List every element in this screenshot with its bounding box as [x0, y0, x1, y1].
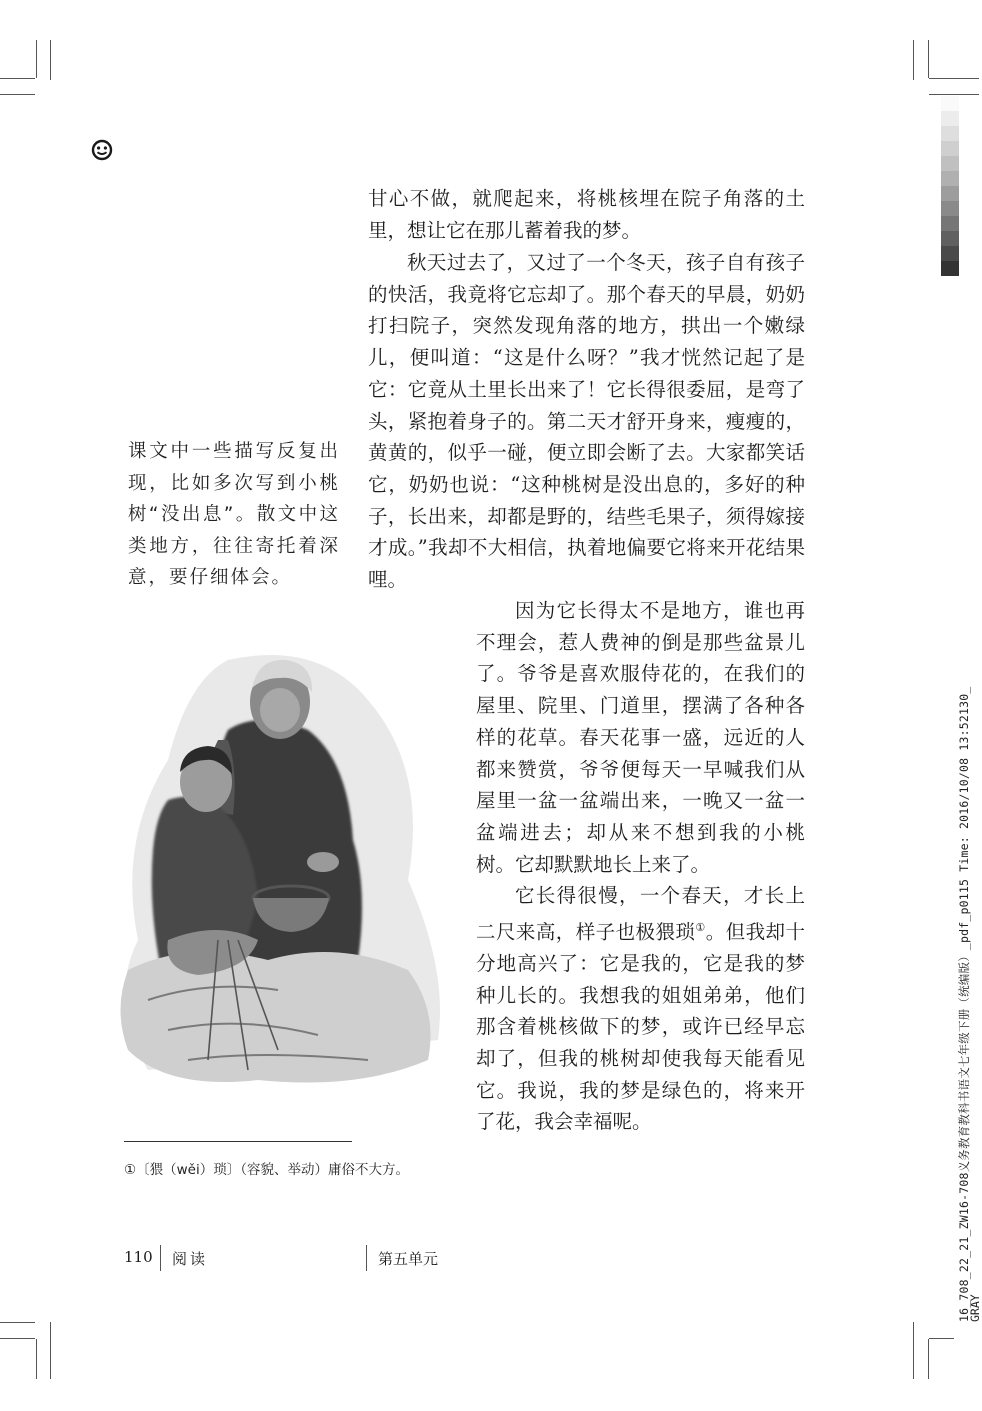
page-number: 110 — [124, 1248, 153, 1266]
footer-divider — [366, 1245, 367, 1271]
paragraph-1: 甘心不做，就爬起来，将桃核埋在院子角落的土里，想让它在那儿蓄着我的梦。 — [368, 187, 805, 242]
illustration-grandmother-and-boy — [108, 640, 454, 1102]
grayscale-bar — [941, 96, 959, 276]
unit-name: 第五单元 — [378, 1250, 439, 1268]
crop-mark — [928, 40, 929, 78]
crop-mark — [0, 1322, 35, 1323]
crop-mark — [50, 1322, 51, 1379]
side-note: 课文中一些描写反复出现，比如多次写到小桃树“没出息”。散文中这类地方，往往寄托着深意，要仔细体会。 — [128, 441, 340, 588]
section-name: 阅读 — [172, 1250, 209, 1268]
paragraph-4-start: 它长得很慢，一个春天，才长上二尺来高，样子也极猥琐 — [476, 884, 805, 944]
crop-mark — [50, 40, 51, 80]
print-info: 16_708_22_21_ZW16-708义务教育教科书语文七年级下册（统编版）_pdf_p0115 Time: 2016/10/08 13:52130_ — [957, 686, 971, 1322]
crop-mark — [913, 1322, 914, 1379]
footnote: ①〔猥（wěi）琐〕（容貌、举动）庸俗不大方。 — [124, 1162, 409, 1178]
paragraph-4 — [476, 880, 805, 1138]
crop-mark — [929, 94, 979, 95]
footnote-marker: ① — [695, 920, 706, 934]
crop-mark — [36, 40, 37, 78]
paragraph-2: 秋天过去了，又过了一个冬天，孩子自有孩子的快活，我竟将它忘却了。那个春天的早晨，奶奶打扫院子，突然发现角落的地方，拱出一个嫩绿儿，便叫道：“这是什么呀？”我才恍然记起了是它：它竟从土里长出来了！它长得很委屈，是弯了头，紧抱着身子的。第二天才舒开身来，瘦瘦的，黄黄的，似乎一碰，便立即会断了去。大家都笑话它，奶奶也说：“这种桃树是没出息的，多好的种子，长出来，却都是野的，结些毛果子，须得嫁接才成。”我却不大相信，执着地偏要它将来开花结果哩。 — [368, 251, 805, 592]
crop-mark — [913, 40, 914, 80]
footnote-rule — [124, 1141, 352, 1142]
crop-mark — [0, 78, 35, 79]
crop-mark — [0, 1338, 35, 1339]
gray-label: GRAY — [968, 1294, 982, 1322]
crop-mark — [928, 1339, 929, 1379]
crop-mark — [36, 1339, 37, 1379]
crop-mark — [929, 78, 979, 79]
paragraph-4-end: 。但我却十分地高兴了：它是我的，它是我的梦种儿长的。我想我的姐姐弟弟，他们那含着桃核做下的梦，或许已经早忘却了，但我的桃树却使我每天能看见它。我说，我的梦是绿色的，将来开了花，我会幸福呢。 — [476, 920, 805, 1134]
crop-mark — [0, 94, 35, 95]
paragraph-3: 因为它长得太不是地方，谁也再不理会，惹人费神的倒是那些盆景儿了。爷爷是喜欢服侍花的，在我们的屋里、院里、门道里，摆满了各种各样的花草。春天花事一盛，远近的人都来赞赏，爷爷便每天一早喊我们从屋里一盆一盆端出来，一晚又一盆一盆端进去；却从来不想到我的小桃树。它却默默地长上来了。 — [476, 599, 805, 876]
smiley-icon — [91, 139, 113, 161]
footer-divider — [160, 1245, 161, 1271]
crop-mark — [929, 1338, 954, 1339]
